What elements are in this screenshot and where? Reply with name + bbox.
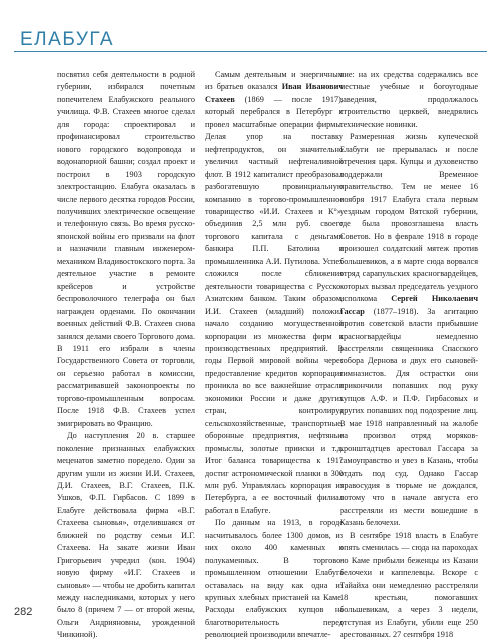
paragraph: До наступления 20 в. старшее поколение признанных елабужских меценатов заметно поредело. Один за другим ушли из жизни И.И. Стахеев, Д.И. Стахеев, В.Г. Стахеев, П.К. Ушков, Ф.П. Гирбасов. С 1899 в Елабуге действовала фирма «В.Г. Стахеева сыновья», отделившаяся от ближней по родству семьи И.Г. Стахеева. На закате жизни Иван Григорьевич учредил (кон. 1904) новую фирму «И.Г. Стахеев и сыновья» — чтобы не дробить капитал между наследниками, которых у него было 8 (причем 7 — от второй жены, Ольги Андрияновны, урожденной Чинкиной). [57, 431, 195, 640]
paragraph: По данным на 1913, в городе насчитывалось более 1300 домов, из них около 400 каменных и полукаменных. В торгово-промышленном отношении Елабуга оставалась на виду как одна из крупных хлебных пристаней на Каме. Расходы елабужских купцов на благотворительность перед революцией производили впечатле- [205, 518, 343, 640]
text-run: Самым деятельным и энергичным из братьев оказался [205, 70, 343, 92]
page-number: 282 [14, 606, 33, 618]
text-run: (1869 — после 1917), который перебрался в Петербург и провел масштабные операции фирмы. Делая упор на поставку нефтепродуктов, он значительно увеличил частный нефтеналивной флот. В 1912 капиталист преобразовал разбогатевшую провинциальную компанию в торгово-промышленное товарищество «И.И. Стахеев и К°», объединив 2,5 млн руб. своего торгового капитала с деньгами банкира П.П. Батолина и промышленника А.И. Путилова. Успех сложился после сближения деятельности товарищества с Русско-Азиатским банком. Таким образом, И.И. Стахеев (младший) положил начало созданию могущественной корпорации из множества фирм и производственных предприятий. В годы Первой мировой войны через предоставление кредитов корпорация проникла во все важнейшие отрасли экономики России и даже других стран, контролируя сельскохозяйственные, транспортные, оборонные предприятия, нефтяные промыслы, золотые прииски и т.д. Итог баланса товарищества к 1917 достиг астрономической планки в 300 млн руб. Управлялась корпорация из Петербурга, а ее восточный филиал работал в Елабуге. [205, 94, 343, 515]
text-run: Размеренная жизнь купеческой Елабуги не прерывалась и после отречения царя. Купцы и духовенство поддержали Временное правительство. Тем не менее 16 ноября 1917 Елабуга стала первым уездным городом Вятской губернии, где была провозглашена власть Советов. Но в феврале 1918 в городе произошел солдатский мятеж против большевиков, а в марте сюда ворвался отряд сарапульских красногвардейцев, которых вызвал председатель уездного исполкома [340, 132, 478, 304]
text-column-2 [205, 69, 343, 640]
bold-name: Иван Иванович Стахеев [205, 82, 343, 104]
paragraph: посвятил себя деятельности в родной губернии, избирался почетным попечителем Елабужского реального училища. Ф.В. Стахеев многое сделал для города: спроектировал и профинансировал строительство нового городского водопровода и водонапорной башни; создал проект и построил в 1903 городскую электростанцию. Елабуга оказалась в числе первого десятка городов России, получивших электрическое освещение и телефонную связь. Во время русско-японской войны его призвали на флот и назначили главным инженером-механиком Владивостокского порта. За деятельное участие в ремонте крейсеров и устройстве беспроволочного телеграфа он был награжден орденами. По окончании военных действий Ф.В. Стахеев снова занялся делами своего Торгового дома. В 1911 его избрали в члены Государственного Совета от торговли, он серьезно работал в комиссии, рассматривавшей законопроекты по торгово-промышленным вопросам. После 1918 Ф.В. Стахеев успел эмигрировать во Францию. [57, 70, 195, 428]
paragraph: В сентябре 1918 власть в Елабуге опять сменилась — сюда на пароходах по Каме прибыли беженцы из Казани белочехи и каппелевцы. Вскоре с Тайайха они немедленно расстреляли 18 крестьян, помогавших большевикам, а через 3 недели, отступая из Елабуги, убили еще 250 арестованных. 27 сентября 1918 [340, 530, 478, 640]
page-header [0, 0, 487, 60]
bold-name: Сергей Николаевич Гассар [340, 294, 478, 316]
text-run: (1877–1918). За агитацию против советской власти прибывшие красногвардейцы немедленно расстреляли священника Спасского собора Дернова и двух его сыновей-гимназистов. Для острастки они прикончили попавших под руку купцов А.Ф. и П.Ф. Гирбасовых и других попавших под подозрение лиц. В мае 1918 направленный на жалобе на произвол отряд моряков-кронштадтцев арестовал Гассара за самоуправство и увез в Казань, чтобы отдать под суд. Однако Гассар правосудия в тюрьме не дождался, потому что в начале августа его расстреляли из мести вошедшие в Казань белочехи. [340, 306, 478, 528]
text-column-1 [57, 69, 195, 640]
text-column-3 [340, 69, 478, 640]
paragraph: ние: на их средства содержались все местные учебные и богоугодные заведения, продолжалось строительство церквей, внедрялись технические новинки. [340, 70, 478, 129]
paragraph [205, 69, 343, 517]
running-header-title: ЕЛАБУГА [20, 29, 115, 50]
paragraph [340, 131, 478, 530]
header-rule [14, 51, 487, 52]
